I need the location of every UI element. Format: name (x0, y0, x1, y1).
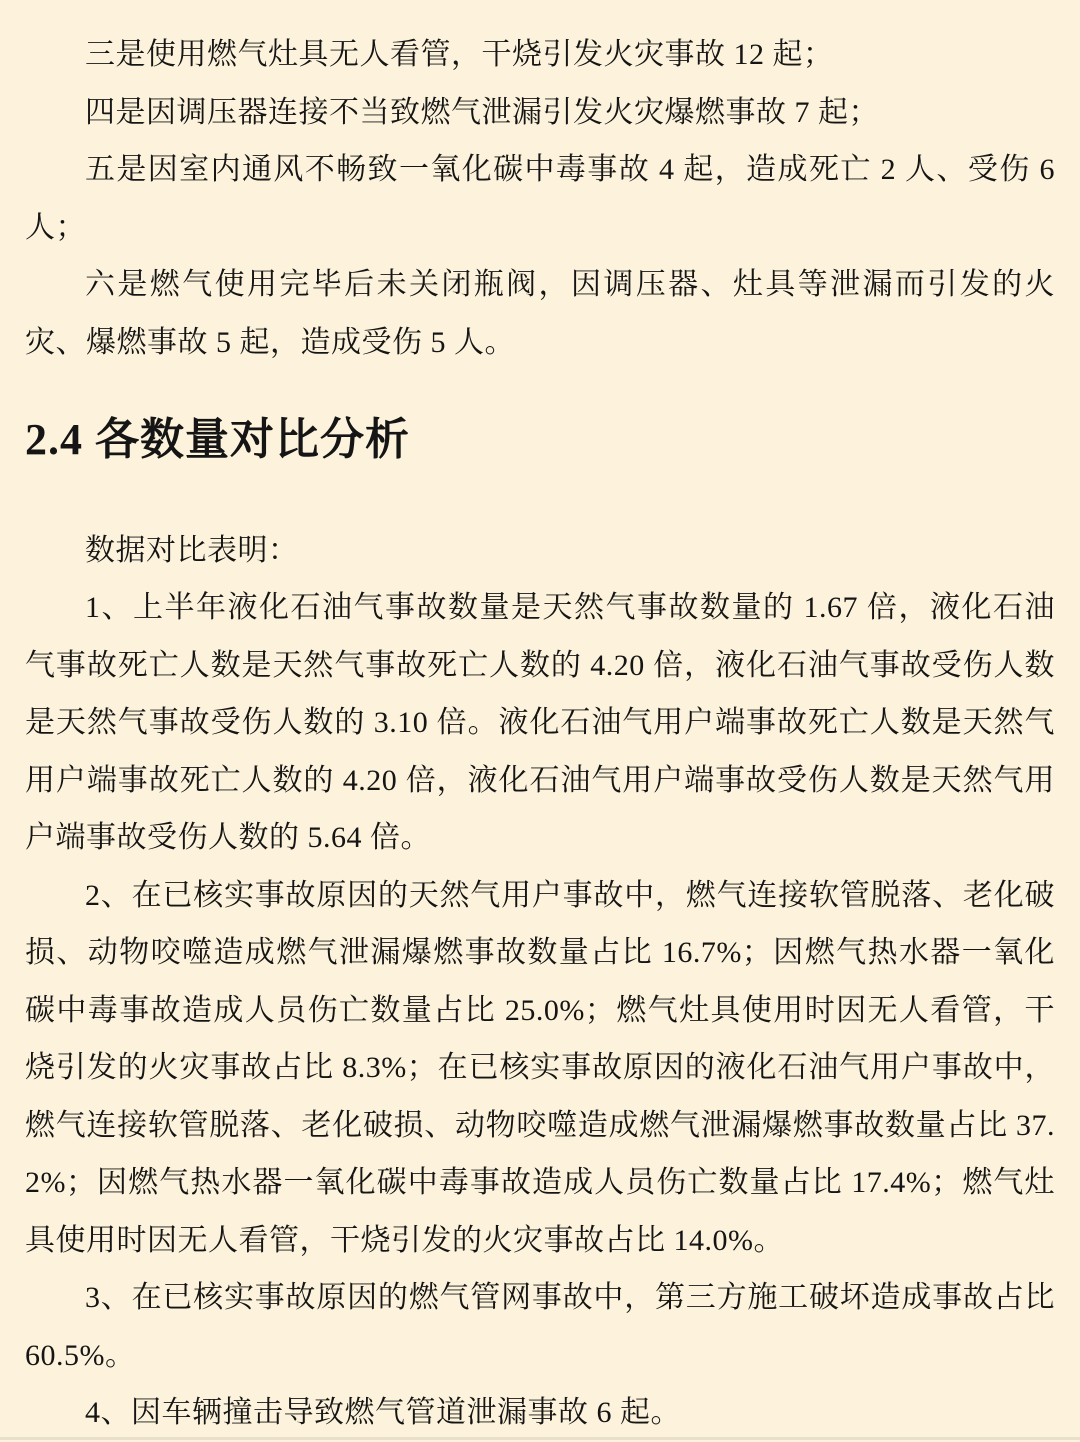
body-paragraph-4: 4、因车辆撞击导致燃气管道泄漏事故 6 起。 (85, 1396, 681, 1430)
body-paragraph-1: 1、上半年液化石油气事故数量是天然气事故数量的 1.67 倍，液化石油气事故死亡人数是天然气事故死亡人数的 4.20 倍，液化石油气事故受伤人数是天然气事故受伤人数的 3.10 倍。液化石油气用户端事故死亡人数是天然气用户端事故死亡人数的 4.20 倍，液化石油气用户端事故受伤人数是天然气用户端事故受伤人数的 5.64 倍。 (25, 591, 1055, 855)
intro-paragraph-3: 三是使用燃气灶具无人看管，干烧引发火灾事故 12 起； (85, 38, 834, 71)
lead-paragraph: 数据对比表明： (85, 533, 299, 567)
intro-paragraph-5: 五是因室内通风不畅致一氧化碳中毒事故 4 起，造成死亡 2 人、受伤 6 人； (25, 153, 1055, 244)
intro-paragraph-6: 六是燃气使用完毕后未关闭瓶阀，因调压器、灶具等泄漏而引发的火灾、爆燃事故 5 起，造成受伤 5 人。 (25, 268, 1055, 359)
body-paragraph-3: 3、在已核实事故原因的燃气管网事故中，第三方施工破坏造成事故占比 60.5%。 (25, 1281, 1055, 1372)
section-heading: 2.4 各数量对比分析 (25, 415, 410, 464)
body-paragraph-2: 2、在已核实事故原因的天然气用户事故中，燃气连接软管脱落、老化破损、动物咬噬造成燃气泄漏爆燃事故数量占比 16.7%；因燃气热水器一氧化碳中毒事故造成人员伤亡数量占比 25.0%；燃气灶具使用时因无人看管，干烧引发的火灾事故占比 8.3%；在已核实事故原因的液化石油气用户事故中，燃气连接软管脱落、老化破损、动物咬噬造成燃气泄漏爆燃事故数量占比 37.2%；因燃气热水器一氧化碳中毒事故造成人员伤亡数量占比 17.4%；燃气灶具使用时因无人看管，干烧引发的火灾事故占比 14.0%。 (25, 878, 1055, 1257)
intro-paragraph-4: 四是因调压器连接不当致燃气泄漏引发火灾爆燃事故 7 起； (85, 95, 879, 129)
